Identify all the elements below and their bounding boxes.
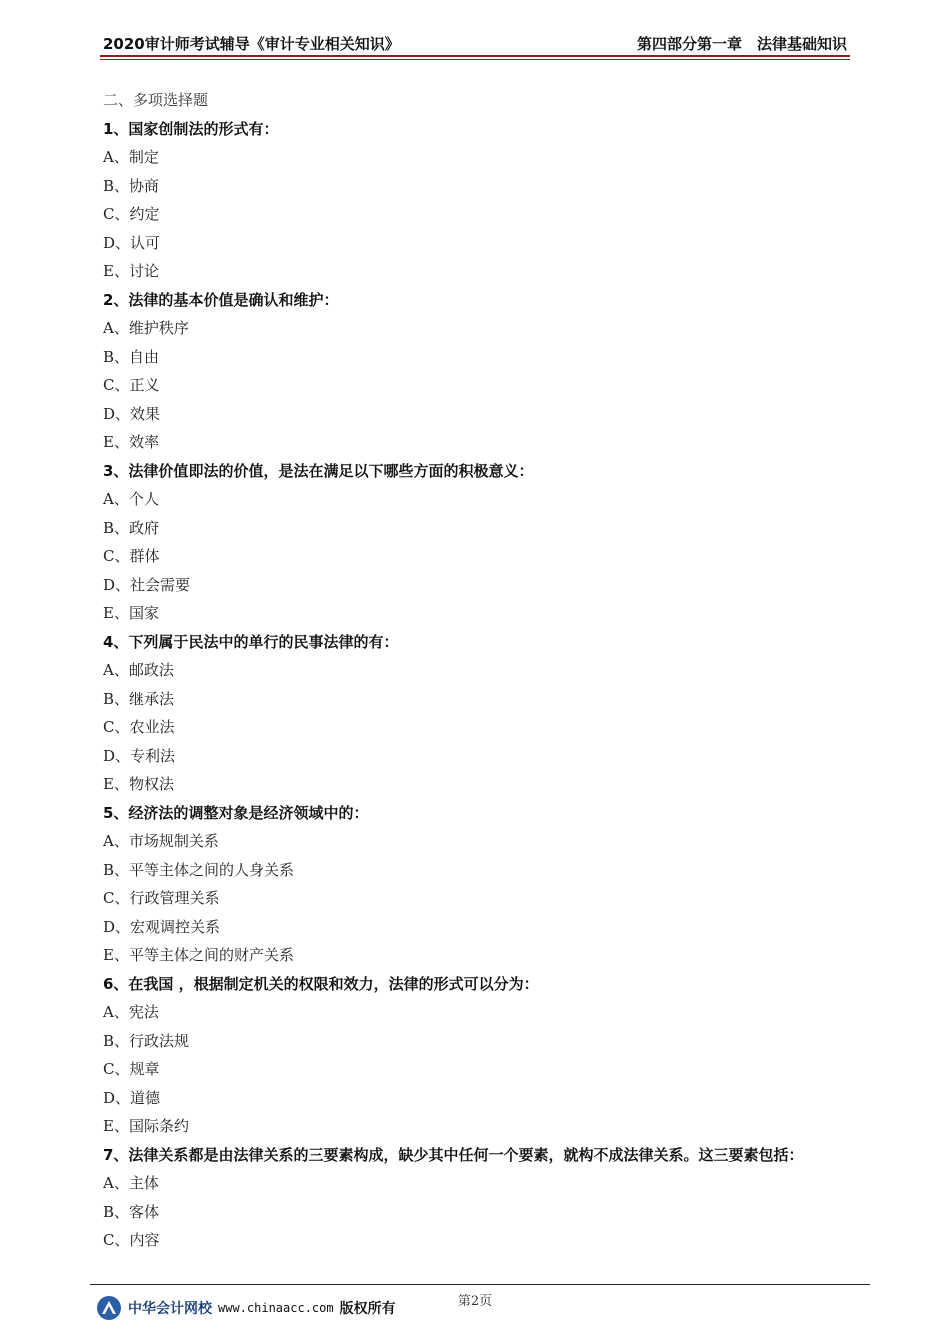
question-option: A、制定 — [103, 148, 159, 166]
question-option: A、市场规制关系 — [103, 832, 219, 850]
question-option: B、政府 — [103, 518, 160, 537]
question-option: C、正义 — [103, 376, 160, 394]
question-option: B、自由 — [103, 347, 160, 366]
question-option: B、平等主体之间的人身关系 — [103, 860, 295, 879]
question-option: E、国际条约 — [103, 1117, 189, 1135]
question-list — [103, 86, 853, 1255]
question-option: E、讨论 — [103, 262, 159, 280]
question-option: A、个人 — [103, 490, 159, 508]
question-option: C、群体 — [103, 547, 160, 565]
question-option: C、内容 — [103, 1231, 160, 1249]
question-stem: 4、下列属于民法中的单行的民事法律的有： — [103, 632, 399, 651]
question-option: D、道德 — [103, 1088, 161, 1107]
question-option: C、行政管理关系 — [103, 889, 220, 907]
question-option: C、规章 — [103, 1060, 160, 1078]
question-option: B、协商 — [103, 176, 160, 195]
question-stem: 1、国家创制法的形式有： — [103, 119, 279, 138]
question-stem: 2、法律的基本价值是确认和维护： — [103, 290, 339, 309]
question-option: E、国家 — [103, 604, 159, 622]
question-option: A、邮政法 — [103, 661, 174, 679]
question-stem: 6、在我国 ，根据制定机关的权限和效力，法律的形式可以分为： — [103, 974, 539, 993]
question-option: D、效果 — [103, 404, 161, 423]
footer-url[interactable]: www.chinaacc.com — [218, 1301, 334, 1315]
header-title-right: 第四部分第一章 法律基础知识 — [636, 35, 847, 53]
chinaacc-logo-icon — [96, 1295, 122, 1321]
question-option: A、维护秩序 — [103, 319, 189, 337]
question-option: A、宪法 — [103, 1003, 159, 1021]
header-rule-thin — [100, 59, 850, 60]
question-stem: 5、经济法的调整对象是经济领域中的： — [103, 803, 369, 822]
question-option: E、物权法 — [103, 775, 174, 793]
section-title: 二、多项选择题 — [103, 91, 209, 109]
question-option: E、平等主体之间的财产关系 — [103, 946, 294, 964]
question-option: A、主体 — [103, 1174, 159, 1192]
question-option: C、农业法 — [103, 718, 175, 736]
question-option: B、客体 — [103, 1202, 160, 1221]
header-rule-thick — [100, 55, 850, 57]
question-option: E、效率 — [103, 433, 159, 451]
question-option: D、专利法 — [103, 746, 176, 765]
page-footer — [96, 1295, 396, 1321]
question-option: D、认可 — [103, 233, 161, 252]
question-option: B、继承法 — [103, 689, 175, 708]
question-option: B、行政法规 — [103, 1031, 190, 1050]
question-stem: 7、法律关系都是由法律关系的三要素构成，缺少其中任何一个要素，就构不成法律关系。这三要素包括： — [103, 1145, 804, 1164]
footer-brand: 中华会计网校 — [128, 1301, 212, 1317]
page-header — [103, 30, 847, 54]
question-stem: 3、法律价值即法的价值，是法在满足以下哪些方面的积极意义： — [103, 461, 534, 480]
footer-rights: 版权所有 — [339, 1301, 396, 1317]
question-option: D、社会需要 — [103, 575, 191, 594]
footer-rule — [90, 1284, 870, 1285]
question-option: C、约定 — [103, 205, 160, 223]
header-title-left: 2020审计师考试辅导《审计专业相关知识》 — [103, 35, 400, 53]
question-option: D、宏观调控关系 — [103, 917, 221, 936]
page-number: 第2页 — [457, 1294, 493, 1309]
